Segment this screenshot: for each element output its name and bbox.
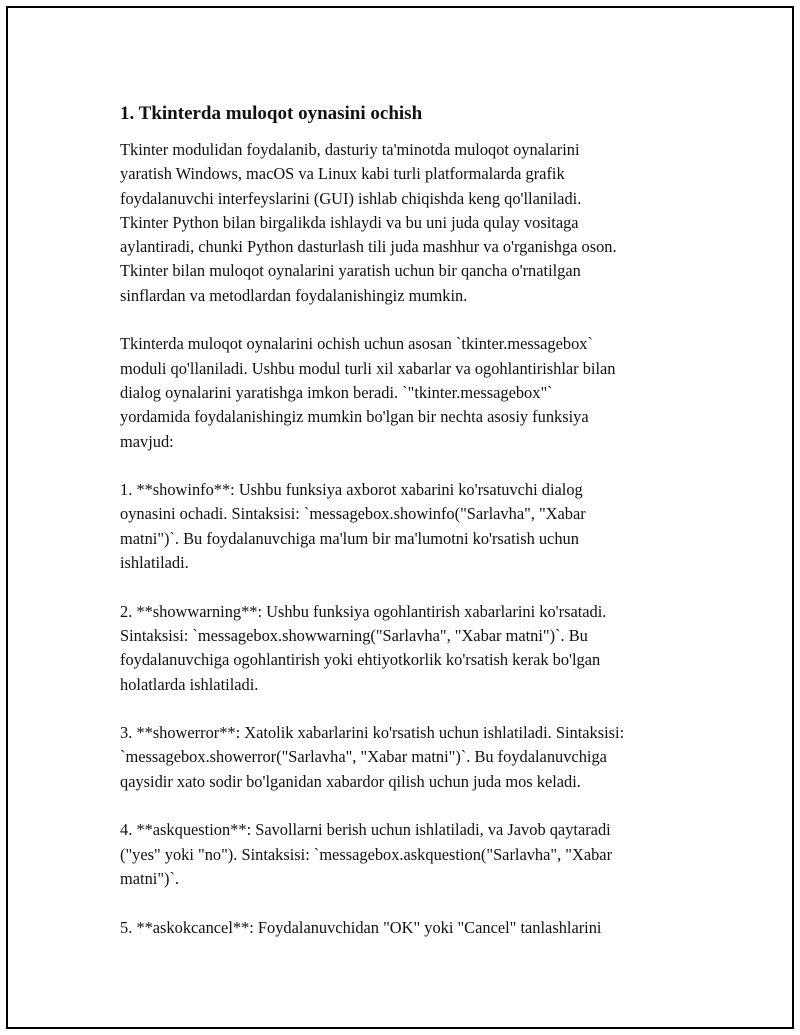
text-line: oynasini ochadi. Sintaksisi: `messagebox.showinfo("Sarlavha", "Xabar: [120, 504, 586, 524]
text-line: foydalanuvchiga ogohlantirish yoki ehtiyotkorlik ko'rsatish kerak bo'lgan: [120, 650, 601, 670]
text-line: 1. **showinfo**: Ushbu funksiya axborot xabarini ko'rsatuvchi dialog: [120, 480, 583, 500]
text-line: foydalanuvchi interfeyslarini (GUI) ishlab chiqishda keng qo'llaniladi.: [120, 188, 582, 208]
text-line: 2. **showwarning**: Ushbu funksiya ogohlantirish xabarlarini ko'rsatadi.: [120, 601, 607, 621]
text-line: Tkinterda muloqot oynalarini ochish uchun asosan `tkinter.messagebox`: [120, 334, 593, 354]
paragraph-showinfo: [120, 478, 720, 575]
text-line: mavjud:: [120, 431, 174, 451]
text-line: ("yes" yoki "no"). Sintaksisi: `messagebox.askquestion("Sarlavha", "Xabar: [120, 844, 613, 864]
paragraph-askquestion: [120, 818, 720, 891]
text-line: matni")`. Bu foydalanuvchiga ma'lum bir ma'lumotni ko'rsatish uchun: [120, 528, 579, 548]
text-line: qaysidir xato sodir bo'lganidan xabardor qilish uchun juda mos keladi.: [120, 771, 581, 791]
text-line: moduli qo'llaniladi. Ushbu modul turli xil xabarlar va ogohlantirishlar bilan: [120, 358, 616, 378]
text-line: Tkinter modulidan foydalanib, dasturiy ta'minotda muloqot oynalarini: [120, 140, 580, 159]
text-line: Sintaksisi: `messagebox.showwarning("Sarlavha", "Xabar matni")`. Bu: [120, 625, 588, 645]
document-body: [120, 100, 720, 964]
paragraph-messagebox: [120, 332, 720, 453]
text-line: dialog oynalarini yaratishga imkon beradi. `"tkinter.messagebox"`: [120, 382, 553, 402]
text-line: sinflardan va metodlardan foydalanishingiz mumkin.: [120, 285, 468, 305]
paragraph-askokcancel: [120, 916, 720, 940]
paragraph-showerror: [120, 721, 720, 794]
text-line: 5. **askokcancel**: Foydalanuvchidan "OK" yoki "Cancel" tanlashlarini: [120, 917, 602, 937]
text-line: yaratish Windows, macOS va Linux kabi turli platformalarda grafik: [120, 164, 565, 184]
section-title: 1. Tkinterda muloqot oynasini ochish: [120, 103, 423, 124]
text-line: holatlarda ishlatiladi.: [120, 674, 259, 694]
page-frame: [6, 6, 794, 1029]
text-line: matni")`.: [120, 868, 180, 888]
paragraph-intro: [120, 138, 720, 308]
text-line: 3. **showerror**: Xatolik xabarlarini ko'rsatish uchun ishlatiladi. Sintaksisi:: [120, 723, 625, 743]
paragraph-showwarning: [120, 600, 720, 697]
text-line: 4. **askquestion**: Savollarni berish uchun ishlatiladi, va Javob qaytaradi: [120, 820, 611, 840]
text-line: ishlatiladi.: [120, 553, 189, 573]
text-line: Tkinter Python bilan birgalikda ishlaydi va bu uni juda qulay vositaga: [120, 212, 579, 232]
text-line: `messagebox.showerror("Sarlavha", "Xabar matni")`. Bu foydalanuvchiga: [120, 747, 607, 767]
text-line: Tkinter bilan muloqot oynalarini yaratish uchun bir qancha o'rnatilgan: [120, 261, 581, 281]
text-line: yordamida foydalanishingiz mumkin bo'lgan bir nechta asosiy funksiya: [120, 407, 589, 427]
text-line: aylantiradi, chunki Python dasturlash tili juda mashhur va o'rganishga oson.: [120, 237, 617, 257]
